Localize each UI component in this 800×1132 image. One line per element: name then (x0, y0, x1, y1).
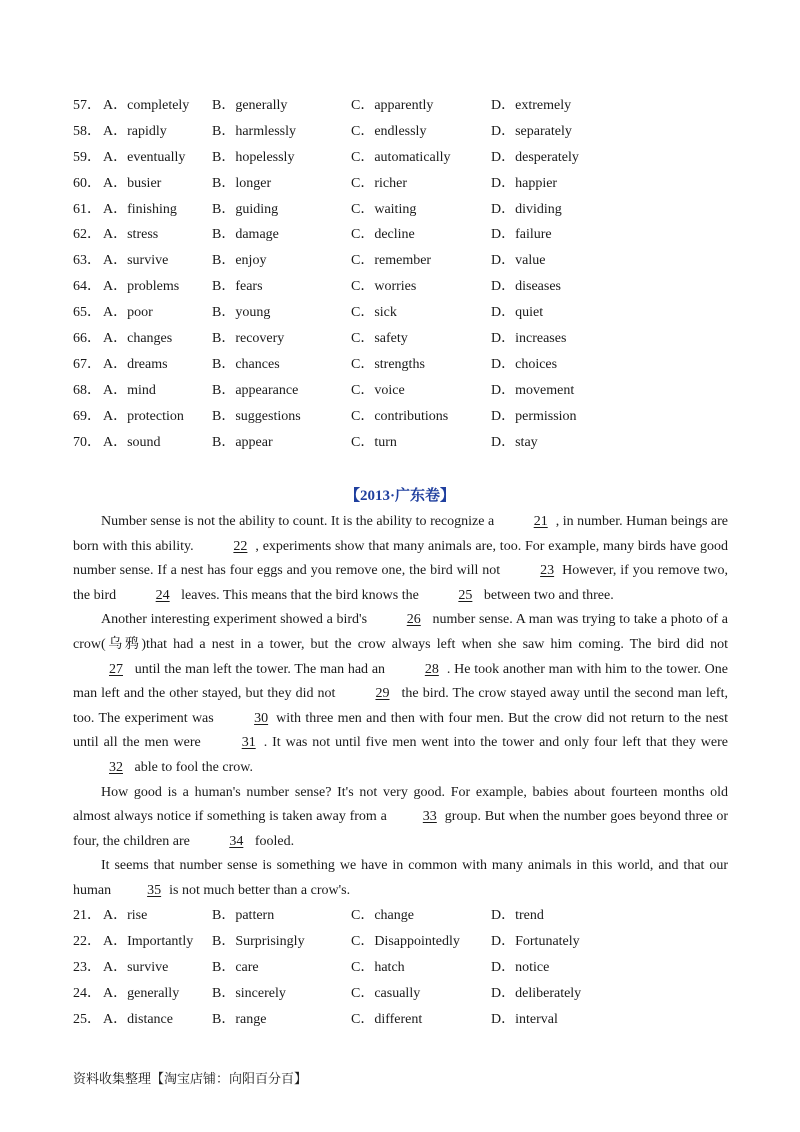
passage-text: number sense. A man was trying to take a photo of a crow(乌鸦)that had a nest in a tower, but the crow always left when she saw him coming. The bird did not (73, 612, 728, 652)
option-a: A．changes (103, 331, 173, 347)
option-a: A．problems (103, 279, 180, 295)
option-d: D．choices (491, 356, 558, 372)
passage-paragraph-3 (73, 781, 728, 855)
option-b: B．harmlessly (212, 123, 296, 139)
passage-paragraph-4 (73, 854, 728, 903)
option-a: A．poor (103, 305, 153, 321)
option-d: D．dividing (491, 201, 562, 217)
cloze-passage (73, 510, 728, 904)
blank-32: 32 (109, 759, 123, 775)
question-number: 22． (73, 933, 101, 949)
question-row (73, 145, 733, 171)
option-c: C．automatically (351, 149, 451, 165)
option-b: B．care (212, 959, 259, 975)
question-number: 68． (73, 382, 101, 398)
option-a: A．rapidly (103, 123, 167, 139)
option-a: A．dreams (103, 356, 168, 372)
option-d: D．interval (491, 1011, 558, 1027)
option-c: C．worries (351, 279, 417, 295)
passage-text: Number sense is not the ability to count. It is the ability to recognize a (101, 514, 498, 529)
blank-34: 34 (229, 833, 244, 849)
option-d: D．Fortunately (491, 933, 580, 949)
blank-24: 24 (155, 587, 170, 603)
option-d: D．diseases (491, 279, 561, 295)
option-c: C．voice (351, 382, 405, 398)
option-c: C．contributions (351, 408, 449, 424)
option-a: A．eventually (103, 149, 186, 165)
passage-text: until the man left the tower. The man had an (131, 661, 389, 677)
option-b: B．appear (212, 434, 273, 450)
option-c: C．endlessly (351, 123, 427, 139)
option-c: C．apparently (351, 98, 434, 113)
option-b: B．Surprisingly (212, 933, 305, 949)
option-c: C．waiting (351, 201, 417, 217)
option-a: A．rise (103, 908, 148, 923)
question-row (73, 352, 733, 378)
option-d: D．quiet (491, 305, 544, 321)
passage-paragraph-2 (73, 608, 728, 780)
passage-text: with three men and then with four men. But the crow did not return to the nest until all the men were (73, 710, 728, 751)
question-row (73, 300, 733, 326)
question-row (73, 119, 733, 145)
question-row (73, 326, 733, 352)
option-a: A．generally (103, 985, 180, 1001)
option-d: D．trend (491, 908, 544, 923)
question-number: 62． (73, 227, 101, 243)
question-number: 64． (73, 279, 101, 295)
blank-25: 25 (458, 587, 473, 603)
option-b: B．range (212, 1011, 267, 1027)
passage-text: , in number. Human beings are born with this ability. (73, 514, 728, 554)
passage-text: However, if you remove two, the bird (73, 563, 729, 603)
question-row (73, 981, 733, 1007)
question-row (73, 222, 733, 248)
options-list-top (73, 93, 733, 455)
blank-29: 29 (375, 686, 390, 702)
question-number: 63． (73, 253, 101, 269)
option-c: C．Disappointedly (351, 933, 460, 949)
question-row (73, 1007, 733, 1033)
question-row (73, 378, 733, 404)
blank-33: 33 (422, 809, 437, 825)
option-b: B．sincerely (212, 985, 286, 1001)
option-b: B．pattern (212, 908, 275, 923)
option-a: A．busier (103, 175, 162, 191)
option-c: C．turn (351, 434, 397, 450)
question-row (73, 93, 733, 119)
option-a: A．finishing (103, 201, 177, 217)
question-row (73, 955, 733, 981)
option-b: B．enjoy (212, 253, 267, 269)
option-a: A．stress (103, 227, 159, 243)
question-row (73, 929, 733, 955)
question-row (73, 274, 733, 300)
option-a: A．completely (103, 98, 190, 113)
option-b: B．hopelessly (212, 149, 295, 165)
question-row (73, 171, 733, 197)
passage-text: able to fool the crow. (131, 759, 253, 775)
blank-22: 22 (233, 538, 248, 554)
option-b: B．generally (212, 98, 288, 113)
page-footer: 资料收集整理【淘宝店铺：向阳百分百】 (73, 1072, 308, 1087)
question-row (73, 430, 733, 456)
option-a: A．distance (103, 1011, 173, 1027)
passage-text: the bird. The crow stayed away until the second man left, too. The experiment was (73, 686, 728, 726)
option-a: A．sound (103, 434, 161, 450)
option-b: B．chances (212, 356, 280, 372)
option-a: A．protection (103, 408, 184, 424)
question-number: 66． (73, 331, 101, 347)
option-b: B．appearance (212, 382, 299, 398)
option-a: A．Importantly (103, 933, 194, 949)
option-b: B．longer (212, 175, 272, 191)
option-b: B．recovery (212, 331, 285, 347)
question-row (73, 903, 733, 929)
option-b: B．guiding (212, 201, 279, 217)
blank-26: 26 (406, 612, 421, 628)
question-number: 70． (73, 434, 101, 450)
options-list-bottom (73, 903, 733, 1032)
passage-text: group. But when the number goes beyond three or four, the children are (73, 809, 729, 849)
option-c: C．richer (351, 175, 407, 191)
question-number: 60． (73, 175, 101, 191)
option-d: D．extremely (491, 98, 572, 113)
option-c: C．change (351, 908, 414, 923)
passage-text: It seems that number sense is something we have in common with many animals in this world, and that our human (73, 858, 728, 898)
option-a: A．survive (103, 959, 169, 975)
passage-paragraph-1 (73, 510, 728, 608)
question-number: 57． (73, 98, 101, 113)
question-number: 65． (73, 305, 101, 321)
question-number: 67． (73, 356, 101, 372)
blank-28: 28 (424, 661, 439, 677)
option-c: C．remember (351, 253, 432, 269)
option-c: C．decline (351, 227, 415, 243)
option-d: D．failure (491, 227, 552, 243)
blank-21: 21 (533, 514, 548, 529)
option-a: A．mind (103, 382, 156, 398)
question-number: 21． (73, 908, 101, 923)
option-d: D．notice (491, 959, 550, 975)
blank-35: 35 (147, 882, 162, 898)
option-d: D．stay (491, 434, 538, 450)
question-number: 24． (73, 985, 101, 1001)
blank-23: 23 (540, 563, 555, 579)
blank-31: 31 (241, 735, 256, 751)
option-b: B．young (212, 305, 271, 321)
option-c: C．hatch (351, 959, 405, 975)
option-b: B．suggestions (212, 408, 301, 424)
question-number: 61． (73, 201, 101, 217)
option-c: C．different (351, 1011, 423, 1027)
passage-text: . It was not until five men went into the tower and only four left that they were (263, 735, 728, 751)
question-number: 69． (73, 408, 101, 424)
option-d: D．desperately (491, 149, 579, 165)
passage-text: leaves. This means that the bird knows the (177, 587, 423, 603)
option-b: B．fears (212, 279, 263, 295)
question-row (73, 404, 733, 430)
passage-text: . He took another man with him to the tower. One man left and the other stayed, but they did not (73, 661, 728, 702)
option-d: D．value (491, 253, 546, 269)
option-d: D．happier (491, 175, 558, 191)
passage-text: , experiments show that many animals are, too. For example, many birds have good number sense. If a nest has four eggs and you remove one, the bird will not (73, 538, 728, 579)
section-title: 【2013·广东卷】 (344, 488, 455, 504)
question-number: 58． (73, 123, 101, 139)
passage-text: How good is a human's number sense? It's not very good. For example, babies about fourteen months old almost always notice if something is taken away from a (73, 784, 728, 825)
option-d: D．movement (491, 382, 575, 398)
passage-text: between two and three. (480, 587, 614, 603)
passage-text: fooled. (251, 833, 295, 849)
option-a: A．survive (103, 253, 169, 269)
question-row (73, 248, 733, 274)
passage-text: is not much better than a crow's. (169, 882, 351, 898)
option-c: C．casually (351, 985, 421, 1001)
blank-30: 30 (254, 710, 269, 726)
question-number: 25． (73, 1011, 101, 1027)
option-d: D．separately (491, 123, 572, 139)
option-c: C．sick (351, 305, 397, 321)
option-d: D．deliberately (491, 985, 582, 1001)
option-b: B．damage (212, 227, 279, 243)
question-number: 59． (73, 149, 101, 165)
question-number: 23． (73, 959, 101, 975)
question-row (73, 197, 733, 223)
option-d: D．permission (491, 408, 577, 424)
option-c: C．safety (351, 331, 408, 347)
option-c: C．strengths (351, 356, 425, 372)
passage-text: Another interesting experiment showed a bird's (101, 612, 371, 628)
blank-27: 27 (109, 661, 123, 677)
option-d: D．increases (491, 331, 567, 347)
